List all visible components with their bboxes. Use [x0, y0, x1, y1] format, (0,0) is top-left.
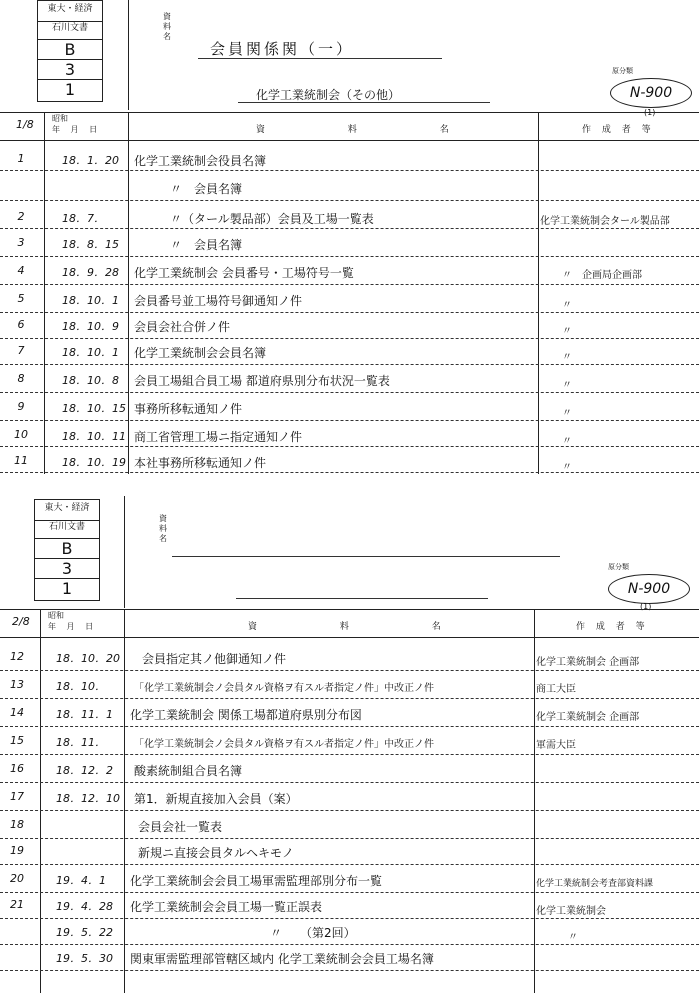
row-author: 〃 [562, 352, 572, 363]
row-title: 「化学工業統制会ノ会員タル資格ヲ有スル者指定ノ件」中改正ノ件 [134, 683, 434, 694]
header-era: 昭和 [48, 611, 64, 620]
shiryo-label: 資料名 [163, 12, 171, 41]
row-date: 18．10．1 [62, 346, 119, 359]
stamp-line: 東大・経済 [44, 503, 90, 513]
row-number: 1 [17, 152, 25, 165]
row-title: 酸素統制組合員名簿 [134, 764, 243, 778]
stamp-line: 東大・経済 [47, 4, 93, 14]
stamp-code: B [35, 538, 99, 559]
shiryo-label: 資料名 [159, 514, 167, 543]
row-date: 18．12．2 [56, 764, 113, 777]
row-author: 〃 企画局企画部 [562, 270, 642, 281]
stamp-code: B [38, 39, 102, 60]
row-number: 15 [10, 734, 24, 747]
header-ymd: 年 月 日 [52, 125, 98, 134]
row-number: 3 [17, 236, 25, 249]
row-author: 〃 [562, 300, 572, 311]
row-date: 19．5．30 [56, 952, 113, 965]
stamp-code: 1 [38, 79, 102, 101]
stamp-code: 3 [38, 59, 102, 80]
row-date: 18．10．8 [62, 374, 119, 387]
row-author: 〃 [562, 462, 572, 473]
row-number: 13 [10, 678, 24, 691]
row-date: 18．10．9 [62, 320, 119, 333]
row-author: 〃 [562, 436, 572, 447]
row-number: 20 [10, 872, 24, 885]
stamp-line: 石川文書 [35, 520, 99, 534]
row-date: 18．10． [56, 680, 106, 693]
row-number: 21 [10, 898, 24, 911]
row-number: 17 [10, 790, 24, 803]
row-date: 18．10．19 [62, 456, 126, 469]
row-title: 本社事務所移転通知ノ件 [134, 456, 267, 470]
classification-code: N-900 [627, 581, 671, 597]
stamp-code: 1 [35, 578, 99, 600]
bunrui-label: 原分類 [608, 563, 629, 571]
row-number: 19 [10, 844, 24, 857]
row-title: 「化学工業統制会ノ会員タル資格ヲ有スル者指定ノ件」中改正ノ件 [134, 739, 434, 750]
row-date: 18．10．1 [62, 294, 119, 307]
collection-title: 会員関係関（一） [210, 40, 355, 58]
row-author: 化学工業統制会考査部資料課 [536, 879, 654, 889]
row-date: 18．1．20 [62, 154, 119, 167]
row-title: 化学工業統制会会員工場軍需監理部別分布一覧 [130, 874, 383, 888]
stamp-code: 3 [35, 558, 99, 579]
row-number: 9 [17, 400, 25, 413]
classification-sub: (1) [644, 108, 656, 117]
row-date: 18．11．1 [56, 708, 113, 721]
row-author: 軍需大臣 [536, 740, 576, 751]
row-number: 8 [17, 372, 25, 385]
row-title: 関東軍需監理部管轄区域内 化学工業統制会会員工場名簿 [130, 952, 434, 966]
row-date: 18．7． [62, 212, 105, 225]
row-title: 〃 会員名簿 [170, 238, 243, 252]
row-author: 化学工業統制会 企画部 [536, 712, 640, 723]
row-title: 商工省管理工場ニ指定通知ノ件 [134, 430, 303, 444]
row-number: 4 [17, 264, 25, 277]
classification-code: N-900 [629, 85, 673, 101]
row-title: 第1．新規直接加入会員（案） [134, 792, 298, 806]
row-title: 会員会社合併ノ件 [134, 320, 231, 334]
bunrui-label: 原分類 [612, 67, 633, 75]
row-title: 〃（タール製品部）会員及工場一覧表 [170, 212, 374, 226]
row-title: 〃 会員名簿 [170, 182, 243, 196]
row-number: 18 [10, 818, 24, 831]
row-title: 化学工業統制会 関係工場都道府県別分布図 [130, 708, 362, 722]
row-date: 18．11． [56, 736, 106, 749]
row-title: 〃 （第2回） [270, 926, 356, 940]
header-author: 作 成 者 等 [582, 125, 655, 135]
row-title: 会員番号並工場符号御通知ノ件 [134, 294, 303, 308]
row-title: 新規ニ直接会員タルヘキモノ [138, 846, 294, 860]
row-date: 19．4．1 [56, 874, 106, 887]
row-author: 化学工業統制会 企画部 [536, 657, 640, 668]
row-author: 化学工業統制会タール製品部 [540, 216, 670, 227]
row-author: 商工大臣 [536, 684, 576, 695]
row-title: 化学工業統制会会員名簿 [134, 346, 267, 360]
collection-subtitle: 化学工業統制会（その他） [256, 88, 401, 102]
row-number: 16 [10, 762, 24, 775]
classification-oval [608, 574, 690, 604]
row-author: 〃 [562, 408, 572, 419]
row-date: 18．10．11 [62, 430, 126, 443]
archive-stamp [37, 0, 103, 102]
archive-stamp [34, 499, 100, 601]
row-number: 14 [10, 706, 24, 719]
row-author: 〃 [568, 932, 578, 943]
row-date: 19．5．22 [56, 926, 113, 939]
header-material: 資 料 名 [256, 125, 489, 135]
row-title: 会員指定其ノ他御通知ノ件 [142, 652, 287, 666]
row-number: 12 [10, 650, 24, 663]
row-date: 18．8．15 [62, 238, 119, 251]
row-author: 〃 [562, 380, 572, 391]
header-era: 昭和 [52, 114, 68, 123]
row-number: 5 [17, 292, 25, 305]
stamp-line: 石川文書 [38, 21, 102, 35]
row-title: 会員工場組合員工場 都道府県別分布状況一覧表 [134, 374, 390, 388]
classification-sub: (1) [640, 602, 652, 611]
row-number: 11 [14, 454, 28, 467]
classification-oval [610, 78, 692, 108]
page-number: 1/8 [16, 118, 34, 131]
row-title: 化学工業統制会役員名簿 [134, 154, 267, 168]
row-title: 会員会社一覧表 [138, 820, 223, 834]
page-number: 2/8 [12, 615, 30, 628]
row-date: 19．4．28 [56, 900, 113, 913]
header-ymd: 年 月 日 [48, 622, 94, 631]
row-date: 18．10．20 [56, 652, 120, 665]
row-number: 10 [14, 428, 28, 441]
header-material: 資 料 名 [248, 622, 481, 632]
row-date: 18．10．15 [62, 402, 126, 415]
row-title: 化学工業統制会 会員番号・工場符号一覧 [134, 266, 354, 280]
row-number: 7 [17, 344, 25, 357]
row-title: 化学工業統制会会員工場一覧正誤表 [130, 900, 323, 914]
row-date: 18．12．10 [56, 792, 120, 805]
row-date: 18．9．28 [62, 266, 119, 279]
row-title: 事務所移転通知ノ件 [134, 402, 243, 416]
header-author: 作 成 者 等 [576, 622, 649, 632]
row-author: 〃 [562, 326, 572, 337]
row-number: 2 [17, 210, 25, 223]
row-author: 化学工業統制会 [536, 906, 606, 917]
row-number: 6 [17, 318, 25, 331]
